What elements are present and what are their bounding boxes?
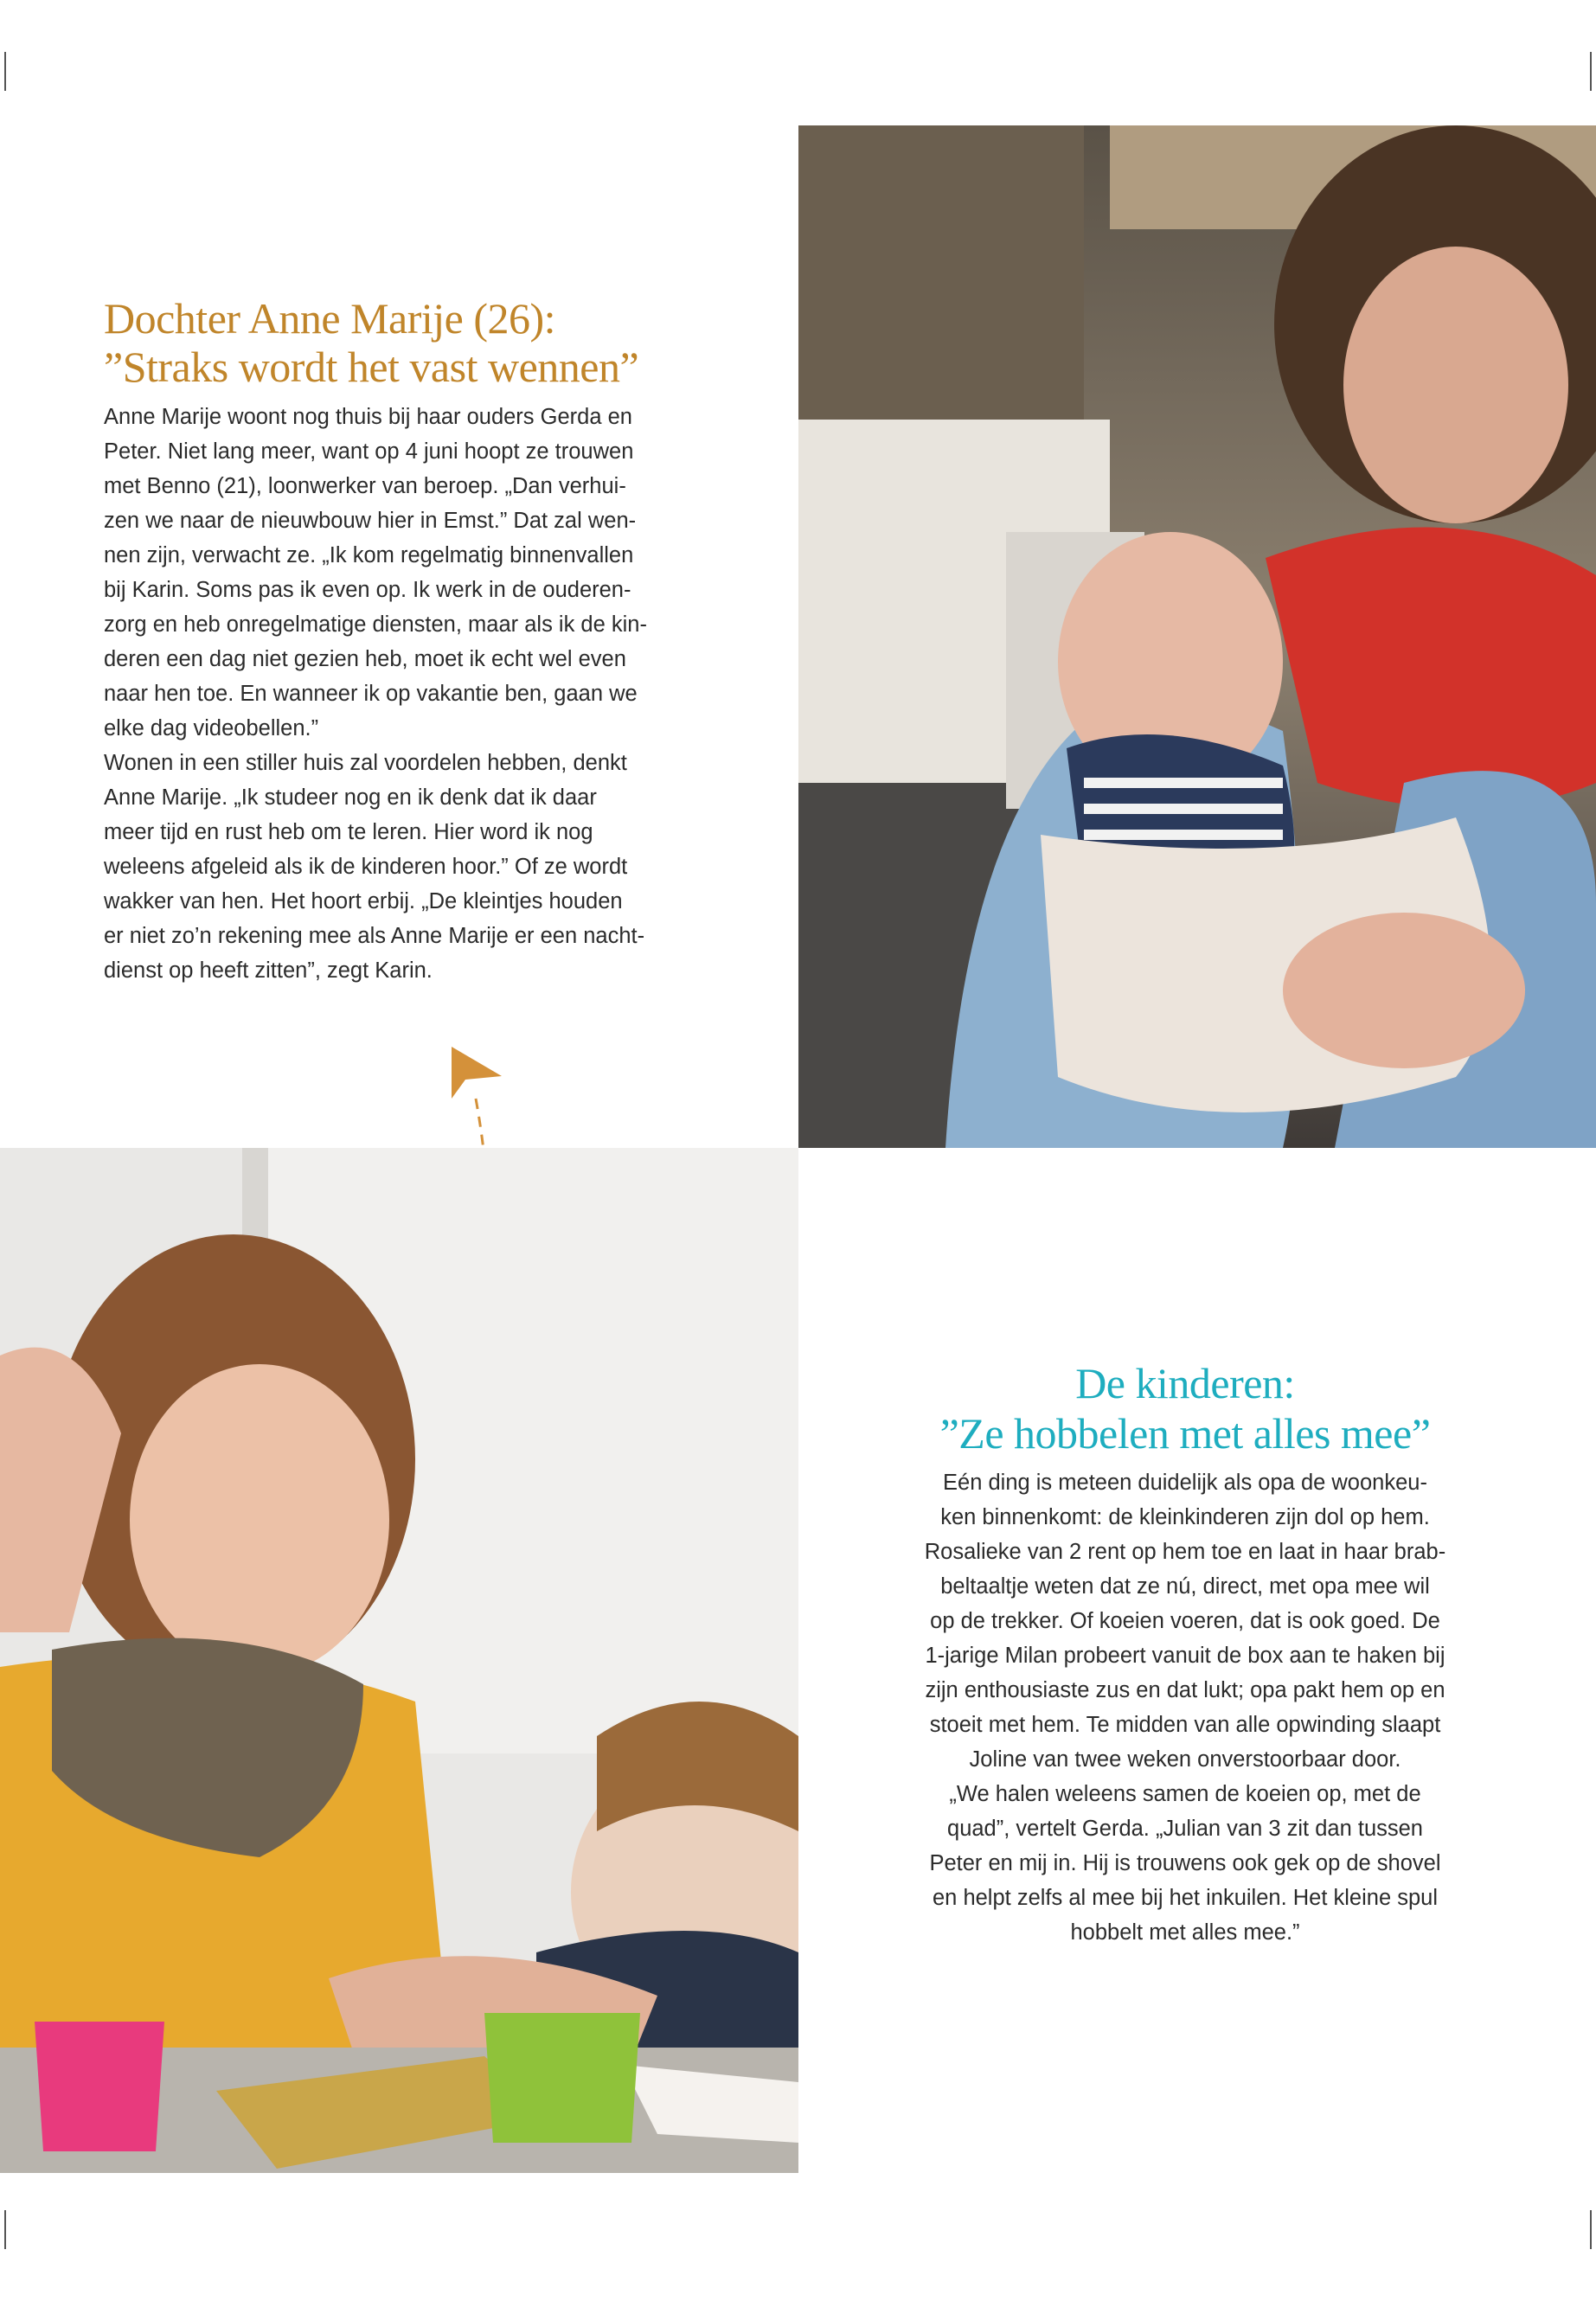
- heading-line-1: Dochter Anne Marije (26):: [104, 294, 556, 343]
- body-line: bij Karin. Soms pas ik even op. Ik werk in de ouderen-: [104, 578, 631, 602]
- body-line: quad”, vertelt Gerda. „Julian van 3 zit dan tussen: [947, 1817, 1423, 1841]
- body-line: ken binnenkomt: de kleinkinderen zijn dol op hem.: [940, 1505, 1430, 1529]
- body-line: elke dag videobellen.”: [104, 716, 319, 740]
- body-line: hobbelt met alles mee.”: [1070, 1920, 1300, 1945]
- body-line: op de trekker. Of koeien voeren, dat is ook goed. De: [930, 1609, 1440, 1633]
- photo-woman-with-child: [0, 1148, 798, 2173]
- body-line: Peter en mij in. Hij is trouwens ook gek op de shovel: [929, 1851, 1441, 1875]
- body-line: Peter. Niet lang meer, want op 4 juni hoopt ze trouwen: [104, 439, 634, 464]
- body-line: Wonen in een stiller huis zal voordelen hebben, denkt: [104, 751, 627, 775]
- body-line: Eén ding is meteen duidelijk als opa de woonkeu-: [943, 1471, 1427, 1495]
- body-line: en helpt zelfs al mee bij het inkuilen. Het kleine spul: [933, 1886, 1438, 1910]
- article-body: [104, 400, 692, 988]
- crop-mark-bottom-right: [1590, 2210, 1592, 2249]
- body-line: deren een dag niet gezien heb, moet ik echt wel even: [104, 647, 626, 671]
- body-line: „We halen weleens samen de koeien op, met de: [949, 1782, 1421, 1806]
- body-line: wakker van hen. Het hoort erbij. „De kleintjes houden: [104, 889, 623, 913]
- body-line: zijn enthousiaste zus en dat lukt; opa pakt hem op en: [925, 1678, 1445, 1702]
- crop-mark-top-left: [4, 52, 6, 91]
- section-heading: [874, 1358, 1497, 1458]
- crop-mark-top-right: [1590, 52, 1592, 91]
- crop-mark-bottom-left: [4, 2210, 6, 2249]
- body-line: Anne Marije. „Ik studeer nog en ik denk dat ik daar: [104, 785, 597, 810]
- body-line: beltaaltje weten dat ze nú, direct, met opa mee wil: [940, 1574, 1430, 1599]
- body-line: Anne Marije woont nog thuis bij haar ouders Gerda en: [104, 405, 632, 429]
- body-line: zen we naar de nieuwbouw hier in Emst.” Dat zal wen-: [104, 509, 637, 533]
- body-line: naar hen toe. En wanneer ik op vakantie ben, gaan we: [104, 682, 638, 706]
- body-line: stoeit met hem. Te midden van alle opwinding slaapt: [929, 1713, 1441, 1737]
- article-section-kinderen: [874, 1358, 1497, 1950]
- body-line: zorg en heb onregelmatige diensten, maar als ik de kin-: [104, 612, 647, 637]
- body-line: weleens afgeleid als ik de kinderen hoor.” Of ze wordt: [104, 855, 628, 879]
- body-line: nen zijn, verwacht ze. „Ik kom regelmatig binnenvallen: [104, 543, 634, 567]
- article-section-anne-marije: [104, 294, 692, 988]
- body-line: meer tijd en rust heb om te leren. Hier word ik nog: [104, 820, 593, 844]
- heading-line-2: ”Ze hobbelen met alles mee”: [939, 1409, 1431, 1458]
- section-heading: [104, 294, 692, 391]
- heading-line-1: De kinderen:: [1075, 1359, 1295, 1407]
- body-line: dienst op heeft zitten”, zegt Karin.: [104, 958, 433, 983]
- body-line: 1-jarige Milan probeert vanuit de box aan te haken bij: [925, 1644, 1445, 1668]
- body-line: er niet zo’n rekening mee als Anne Marije er een nacht-: [104, 924, 645, 948]
- body-line: Rosalieke van 2 rent op hem toe en laat in haar brab-: [924, 1540, 1446, 1564]
- article-body: [874, 1465, 1497, 1950]
- body-line: Joline van twee weken onverstoorbaar door.: [969, 1747, 1401, 1772]
- heading-line-2: ”Straks wordt het vast wennen”: [104, 343, 639, 391]
- body-line: met Benno (21), loonwerker van beroep. „Dan verhui-: [104, 474, 626, 498]
- photo-mother-with-newborn: [798, 125, 1596, 1148]
